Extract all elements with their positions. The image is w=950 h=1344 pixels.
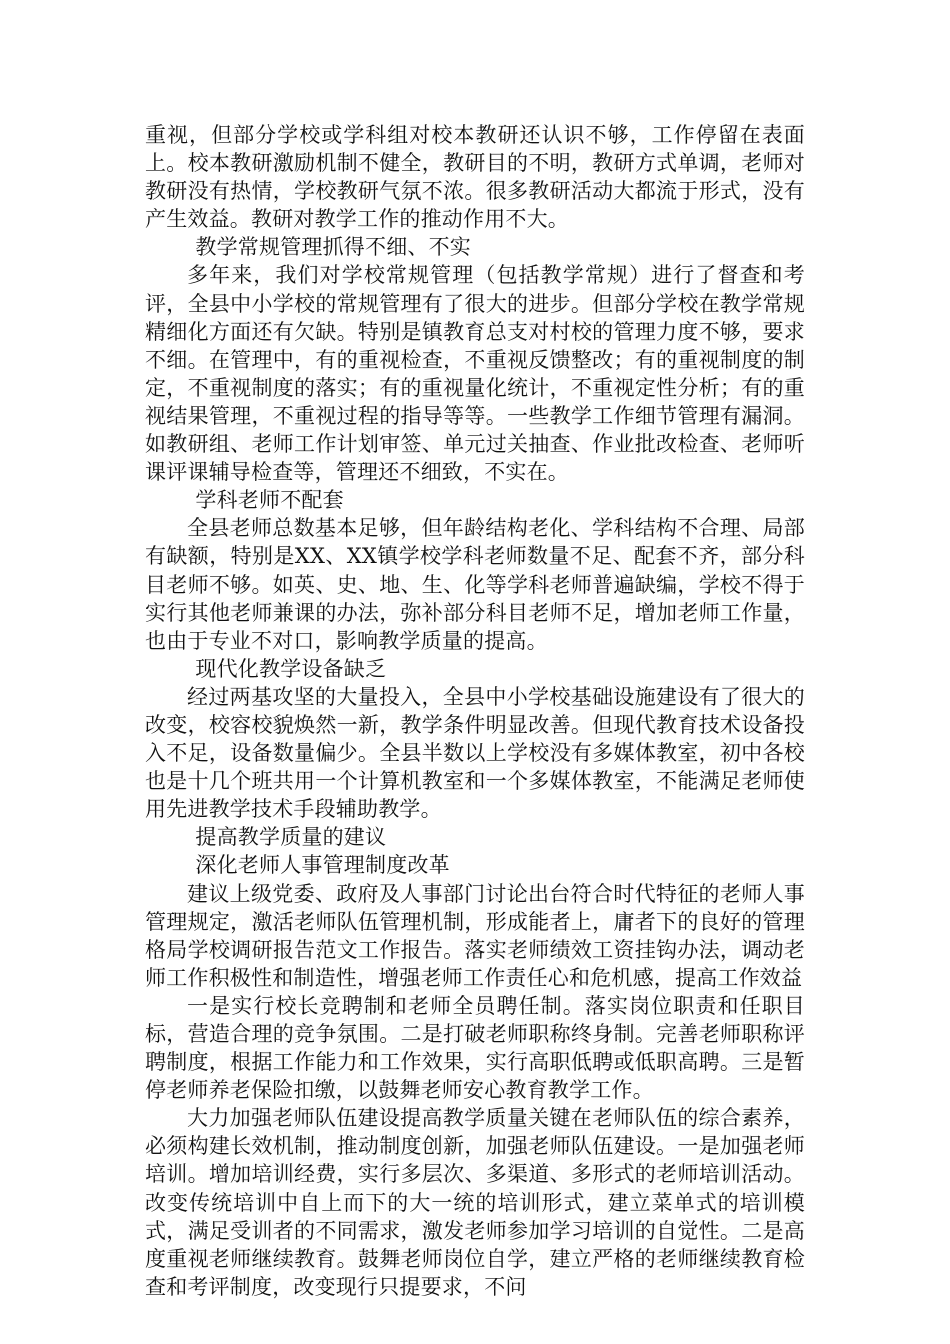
section-heading: 深化老师人事管理制度改革	[195, 853, 450, 878]
section-heading: 学科老师不配套	[195, 488, 344, 513]
paragraph: 一是实行校长竞聘制和老师全员聘任制。落实岗位职责和任职目标，营造合理的竞争氛围。二是打破老师职称终身制。完善老师职称评聘制度，根据工作能力和工作效果，实行高职低聘或低职高聘。三是暂停老师养老保险扣缴，以鼓舞老师安心教育教学工作。	[145, 993, 805, 1103]
paragraph: 建议上级党委、政府及人事部门讨论出台符合时代特征的老师人事管理规定，激活老师队伍管理机制，形成能者上，庸者下的良好的管理格局学校调研报告范文工作报告。落实老师绩效工资挂钩办法，调动老师工作积极性和制造性，增强老师工作责任心和危机感，提高工作效益	[145, 881, 805, 990]
paragraph: 全县老师总数基本足够，但年龄结构老化、学科结构不合理、局部有缺额，特别是XX、XX镇学校学科老师数量不足、配套不齐，部分科目老师不够。如英、史、地、生、化等学科老师普遍缺编，学校不得于实行其他老师兼课的办法，弥补部分科目老师不足，增加老师工作量，也由于专业不对口，影响教学质量的提高。	[145, 516, 805, 653]
section-heading: 教学常规管理抓得不细、不实	[195, 235, 471, 260]
document-body	[145, 121, 805, 1301]
paragraph: 重视，但部分学校或学科组对校本教研还认识不够，工作停留在表面上。校本教研激励机制不健全，教研目的不明，教研方式单调，老师对教研没有热情，学校教研气氛不浓。很多教研活动大都流于形式，没有产生效益。教研对教学工作的推动作用不大。	[145, 123, 805, 232]
section-heading: 提高教学质量的建议	[195, 825, 387, 850]
paragraph: 大力加强老师队伍建设提高教学质量关键在老师队伍的综合素养，必须构建长效机制，推动制度创新，加强老师队伍建设。一是加强老师培训。增加培训经费，实行多层次、多渠道、多形式的老师培训活动。改变传统培训中自上而下的大一统的培训形式，建立菜单式的培训模式，满足受训者的不同需求，激发老师参加学习培训的自觉性。二是高度重视老师继续教育。鼓舞老师岗位自学，建立严格的老师继续教育检查和考评制度，改变现行只提要求，不问	[145, 1106, 805, 1299]
paragraph: 多年来，我们对学校常规管理（包括教学常规）进行了督查和考评，全县中小学校的常规管理有了很大的进步。但部分学校在教学常规精细化方面还有欠缺。特别是镇教育总支对村校的管理力度不够，要求不细。在管理中，有的重视检查，不重视反馈整改；有的重视制度的制定，不重视制度的落实；有的重视量化统计，不重视定性分析；有的重视结果管理，不重视过程的指导等等。一些教学工作细节管理有漏洞。如教研组、老师工作计划审签、单元过关抽查、作业批改检查、老师听课评课辅导检查等，管理还不细致，不实在。	[145, 263, 805, 485]
section-heading: 现代化教学设备缺乏	[195, 656, 387, 681]
paragraph: 经过两基攻坚的大量投入，全县中小学校基础设施建设有了很大的改变，校容校貌焕然一新，教学条件明显改善。但现代教育技术设备投入不足，设备数量偏少。全县半数以上学校没有多媒体教室，初中各校也是十几个班共用一个计算机教室和一个多媒体教室，不能满足老师使用先进教学技术手段辅助教学。	[145, 684, 805, 822]
